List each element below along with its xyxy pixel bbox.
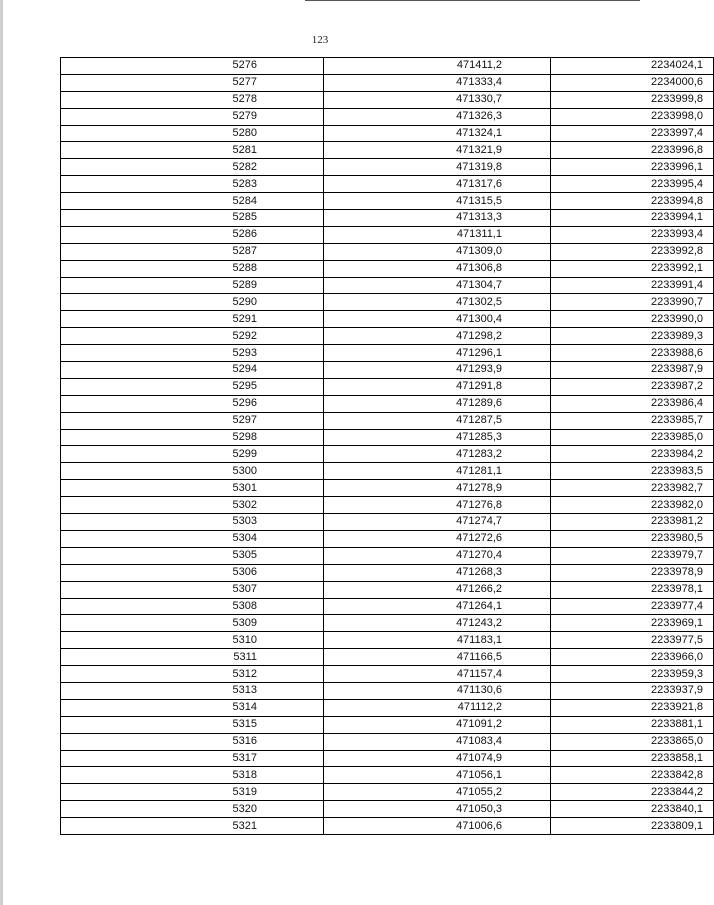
point-number-cell: 5284 [61, 193, 324, 210]
point-number-cell: 5285 [61, 210, 324, 227]
point-number-cell: 5311 [61, 649, 324, 666]
table-row [61, 564, 714, 581]
x-coordinate-cell: 471272,6 [324, 530, 551, 547]
table-row [61, 598, 714, 615]
point-number-cell: 5282 [61, 159, 324, 176]
table-row [61, 176, 714, 193]
y-coordinate-cell: 2233996,8 [551, 142, 714, 159]
point-number-cell: 5292 [61, 328, 324, 345]
point-number-cell: 5310 [61, 632, 324, 649]
x-coordinate-cell: 471270,4 [324, 547, 551, 564]
x-coordinate-cell: 471315,5 [324, 193, 551, 210]
table-row [61, 277, 714, 294]
y-coordinate-cell: 2233981,2 [551, 514, 714, 531]
y-coordinate-cell: 2233993,4 [551, 226, 714, 243]
point-number-cell: 5298 [61, 429, 324, 446]
y-coordinate-cell: 2233999,8 [551, 91, 714, 108]
point-number-cell: 5300 [61, 463, 324, 480]
table-row [61, 362, 714, 379]
point-number-cell: 5314 [61, 699, 324, 716]
table-row [61, 463, 714, 480]
y-coordinate-cell: 2233996,1 [551, 159, 714, 176]
point-number-cell: 5301 [61, 480, 324, 497]
point-number-cell: 5283 [61, 176, 324, 193]
point-number-cell: 5307 [61, 581, 324, 598]
top-rule [305, 0, 640, 1]
x-coordinate-cell: 471268,3 [324, 564, 551, 581]
y-coordinate-cell: 2233998,0 [551, 108, 714, 125]
y-coordinate-cell: 2233977,4 [551, 598, 714, 615]
y-coordinate-cell: 2233992,1 [551, 260, 714, 277]
table-row [61, 378, 714, 395]
point-number-cell: 5318 [61, 767, 324, 784]
x-coordinate-cell: 471313,3 [324, 210, 551, 227]
y-coordinate-cell: 2233985,7 [551, 412, 714, 429]
x-coordinate-cell: 471183,1 [324, 632, 551, 649]
table-row [61, 682, 714, 699]
point-number-cell: 5277 [61, 74, 324, 91]
table-row [61, 125, 714, 142]
point-number-cell: 5293 [61, 345, 324, 362]
x-coordinate-cell: 471411,2 [324, 58, 551, 75]
table-row [61, 328, 714, 345]
y-coordinate-cell: 2233978,1 [551, 581, 714, 598]
point-number-cell: 5305 [61, 547, 324, 564]
table-row [61, 412, 714, 429]
x-coordinate-cell: 471055,2 [324, 784, 551, 801]
point-number-cell: 5287 [61, 243, 324, 260]
x-coordinate-cell: 471278,9 [324, 480, 551, 497]
x-coordinate-cell: 471050,3 [324, 801, 551, 818]
x-coordinate-cell: 471309,0 [324, 243, 551, 260]
table-row [61, 615, 714, 632]
point-number-cell: 5294 [61, 362, 324, 379]
x-coordinate-cell: 471283,2 [324, 446, 551, 463]
coordinates-table-body [61, 58, 714, 835]
table-row [61, 699, 714, 716]
point-number-cell: 5281 [61, 142, 324, 159]
y-coordinate-cell: 2233983,5 [551, 463, 714, 480]
y-coordinate-cell: 2233982,7 [551, 480, 714, 497]
x-coordinate-cell: 471274,7 [324, 514, 551, 531]
table-row [61, 767, 714, 784]
x-coordinate-cell: 471296,1 [324, 345, 551, 362]
point-number-cell: 5312 [61, 666, 324, 683]
x-coordinate-cell: 471319,8 [324, 159, 551, 176]
table-row [61, 91, 714, 108]
table-row [61, 480, 714, 497]
page-number: 123 [311, 34, 329, 46]
x-coordinate-cell: 471285,3 [324, 429, 551, 446]
table-row [61, 784, 714, 801]
point-number-cell: 5276 [61, 58, 324, 75]
x-coordinate-cell: 471091,2 [324, 716, 551, 733]
table-row [61, 193, 714, 210]
table-row [61, 243, 714, 260]
y-coordinate-cell: 2233984,2 [551, 446, 714, 463]
point-number-cell: 5315 [61, 716, 324, 733]
x-coordinate-cell: 471304,7 [324, 277, 551, 294]
point-number-cell: 5313 [61, 682, 324, 699]
x-coordinate-cell: 471264,1 [324, 598, 551, 615]
y-coordinate-cell: 2233921,8 [551, 699, 714, 716]
point-number-cell: 5291 [61, 311, 324, 328]
x-coordinate-cell: 471306,8 [324, 260, 551, 277]
point-number-cell: 5304 [61, 530, 324, 547]
x-coordinate-cell: 471333,4 [324, 74, 551, 91]
x-coordinate-cell: 471300,4 [324, 311, 551, 328]
table-row [61, 497, 714, 514]
table-row [61, 733, 714, 750]
x-coordinate-cell: 471074,9 [324, 750, 551, 767]
x-coordinate-cell: 471293,9 [324, 362, 551, 379]
y-coordinate-cell: 2233994,8 [551, 193, 714, 210]
table-row [61, 666, 714, 683]
point-number-cell: 5302 [61, 497, 324, 514]
x-coordinate-cell: 471006,6 [324, 818, 551, 835]
y-coordinate-cell: 2234000,6 [551, 74, 714, 91]
y-coordinate-cell: 2233986,4 [551, 395, 714, 412]
y-coordinate-cell: 2233881,1 [551, 716, 714, 733]
x-coordinate-cell: 471287,5 [324, 412, 551, 429]
table-row [61, 395, 714, 412]
y-coordinate-cell: 2233980,5 [551, 530, 714, 547]
x-coordinate-cell: 471298,2 [324, 328, 551, 345]
point-number-cell: 5297 [61, 412, 324, 429]
point-number-cell: 5290 [61, 294, 324, 311]
y-coordinate-cell: 2233995,4 [551, 176, 714, 193]
coordinates-table [60, 57, 714, 835]
x-coordinate-cell: 471083,4 [324, 733, 551, 750]
y-coordinate-cell: 2233858,1 [551, 750, 714, 767]
point-number-cell: 5280 [61, 125, 324, 142]
y-coordinate-cell: 2233809,1 [551, 818, 714, 835]
table-row [61, 581, 714, 598]
x-coordinate-cell: 471330,7 [324, 91, 551, 108]
x-coordinate-cell: 471326,3 [324, 108, 551, 125]
y-coordinate-cell: 2233969,1 [551, 615, 714, 632]
x-coordinate-cell: 471130,6 [324, 682, 551, 699]
x-coordinate-cell: 471157,4 [324, 666, 551, 683]
y-coordinate-cell: 2233937,9 [551, 682, 714, 699]
y-coordinate-cell: 2233991,4 [551, 277, 714, 294]
table-row [61, 58, 714, 75]
point-number-cell: 5288 [61, 260, 324, 277]
x-coordinate-cell: 471266,2 [324, 581, 551, 598]
y-coordinate-cell: 2233844,2 [551, 784, 714, 801]
point-number-cell: 5308 [61, 598, 324, 615]
x-coordinate-cell: 471317,6 [324, 176, 551, 193]
y-coordinate-cell: 2233982,0 [551, 497, 714, 514]
table-row [61, 294, 714, 311]
table-row [61, 801, 714, 818]
point-number-cell: 5289 [61, 277, 324, 294]
point-number-cell: 5319 [61, 784, 324, 801]
table-row [61, 429, 714, 446]
y-coordinate-cell: 2233994,1 [551, 210, 714, 227]
y-coordinate-cell: 2233988,6 [551, 345, 714, 362]
table-row [61, 311, 714, 328]
y-coordinate-cell: 2233989,3 [551, 328, 714, 345]
point-number-cell: 5320 [61, 801, 324, 818]
y-coordinate-cell: 2233977,5 [551, 632, 714, 649]
table-row [61, 74, 714, 91]
y-coordinate-cell: 2233997,4 [551, 125, 714, 142]
x-coordinate-cell: 471112,2 [324, 699, 551, 716]
point-number-cell: 5303 [61, 514, 324, 531]
y-coordinate-cell: 2233959,3 [551, 666, 714, 683]
point-number-cell: 5286 [61, 226, 324, 243]
page-left-edge [0, 0, 3, 905]
table-row [61, 226, 714, 243]
y-coordinate-cell: 2233985,0 [551, 429, 714, 446]
point-number-cell: 5296 [61, 395, 324, 412]
y-coordinate-cell: 2233990,7 [551, 294, 714, 311]
point-number-cell: 5317 [61, 750, 324, 767]
table-row [61, 632, 714, 649]
table-row [61, 142, 714, 159]
y-coordinate-cell: 2233990,0 [551, 311, 714, 328]
table-row [61, 530, 714, 547]
table-row [61, 716, 714, 733]
x-coordinate-cell: 471291,8 [324, 378, 551, 395]
point-number-cell: 5316 [61, 733, 324, 750]
point-number-cell: 5299 [61, 446, 324, 463]
table-row [61, 159, 714, 176]
y-coordinate-cell: 2234024,1 [551, 58, 714, 75]
x-coordinate-cell: 471324,1 [324, 125, 551, 142]
point-number-cell: 5278 [61, 91, 324, 108]
point-number-cell: 5295 [61, 378, 324, 395]
table-row [61, 345, 714, 362]
x-coordinate-cell: 471289,6 [324, 395, 551, 412]
x-coordinate-cell: 471166,5 [324, 649, 551, 666]
y-coordinate-cell: 2233979,7 [551, 547, 714, 564]
x-coordinate-cell: 471276,8 [324, 497, 551, 514]
y-coordinate-cell: 2233966,0 [551, 649, 714, 666]
y-coordinate-cell: 2233987,9 [551, 362, 714, 379]
x-coordinate-cell: 471056,1 [324, 767, 551, 784]
x-coordinate-cell: 471321,9 [324, 142, 551, 159]
table-row [61, 260, 714, 277]
x-coordinate-cell: 471243,2 [324, 615, 551, 632]
table-row [61, 108, 714, 125]
point-number-cell: 5321 [61, 818, 324, 835]
table-row [61, 750, 714, 767]
x-coordinate-cell: 471302,5 [324, 294, 551, 311]
y-coordinate-cell: 2233992,8 [551, 243, 714, 260]
table-row [61, 446, 714, 463]
point-number-cell: 5279 [61, 108, 324, 125]
x-coordinate-cell: 471311,1 [324, 226, 551, 243]
table-row [61, 818, 714, 835]
x-coordinate-cell: 471281,1 [324, 463, 551, 480]
y-coordinate-cell: 2233842,8 [551, 767, 714, 784]
y-coordinate-cell: 2233978,9 [551, 564, 714, 581]
table-row [61, 210, 714, 227]
point-number-cell: 5306 [61, 564, 324, 581]
y-coordinate-cell: 2233865,0 [551, 733, 714, 750]
table-row [61, 649, 714, 666]
y-coordinate-cell: 2233987,2 [551, 378, 714, 395]
point-number-cell: 5309 [61, 615, 324, 632]
table-row [61, 547, 714, 564]
table-row [61, 514, 714, 531]
y-coordinate-cell: 2233840,1 [551, 801, 714, 818]
